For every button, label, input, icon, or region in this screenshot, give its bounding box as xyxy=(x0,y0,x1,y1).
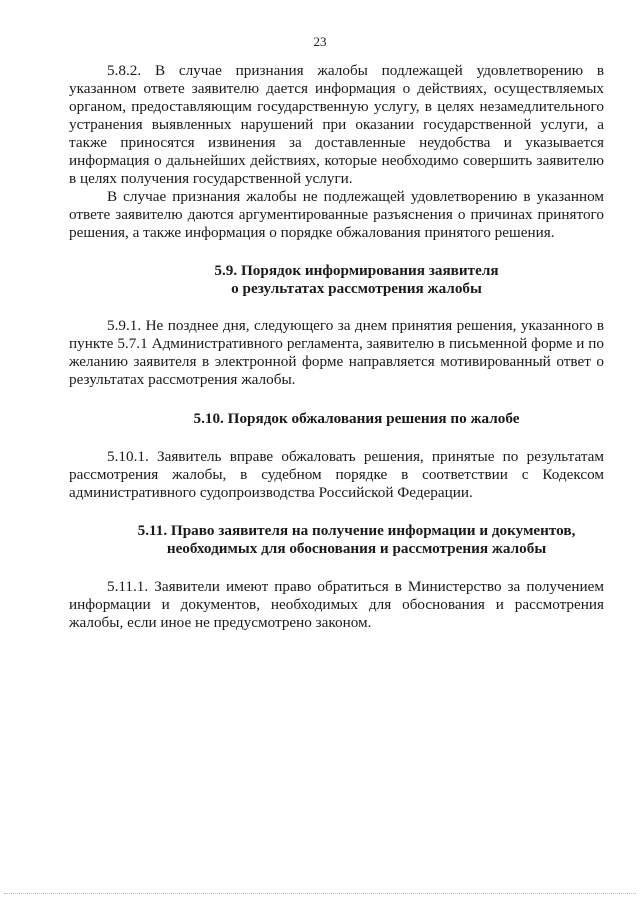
page-number: 23 xyxy=(313,34,327,49)
heading-5-9-line-1: 5.9. Порядок информирования заявителя xyxy=(214,262,499,279)
paragraph-5-8-2: 5.8.2. В случае признания жалобы подлежащей удовлетворению в указанном ответе заявителю дается информация о действиях, осуществляемых органом, предоставляющим государственную услугу, в целях незамедлительного устранения выявленных нарушений при оказании государственной услуги, а также приносятся извинения за доставленные неудобства и указывается информация о дальнейших действиях, которые необходимо совершить заявителю в целях получения государственной услуги. xyxy=(69,62,604,187)
heading-5-9-line-2: о результатах рассмотрения жалобы xyxy=(231,280,482,297)
heading-5-11-line-2: необходимых для обоснования и рассмотрения жалобы xyxy=(166,540,547,557)
scan-edge-line xyxy=(4,893,636,894)
paragraph-5-10-1: 5.10.1. Заявитель вправе обжаловать решения, принятые по результатам рассмотрения жалобы, в судебном порядке в соответствии с Кодексом административного судопроизводства Российской Федерации. xyxy=(69,448,604,501)
page-content xyxy=(69,62,604,632)
heading-5-10: 5.10. Порядок обжалования решения по жалобе xyxy=(193,410,520,427)
paragraph-5-11-1: 5.11.1. Заявители имеют право обратиться в Министерство за получением информации и документов, необходимых для обоснования и рассмотрения жалобы, если иное не предусмотрено законом. xyxy=(69,578,604,631)
heading-5-11-line-1: 5.11. Право заявителя на получение информации и документов, xyxy=(137,522,576,539)
paragraph-5-8-2-continued: В случае признания жалобы не подлежащей удовлетворению в указанном ответе заявителю даются аргументированные разъяснения о причинах принятого решения, а также информация о порядке обжалования принятого решения. xyxy=(69,188,604,241)
paragraph-5-9-1: 5.9.1. Не позднее дня, следующего за днем принятия решения, указанного в пункте 5.7.1 Административного регламента, заявителю в письменной форме и по желанию заявителя в электронной форме направляется мотивированный ответ о результатах рассмотрения жалобы. xyxy=(69,317,604,388)
heading-5-11 xyxy=(69,522,604,558)
heading-5-9 xyxy=(69,262,604,298)
